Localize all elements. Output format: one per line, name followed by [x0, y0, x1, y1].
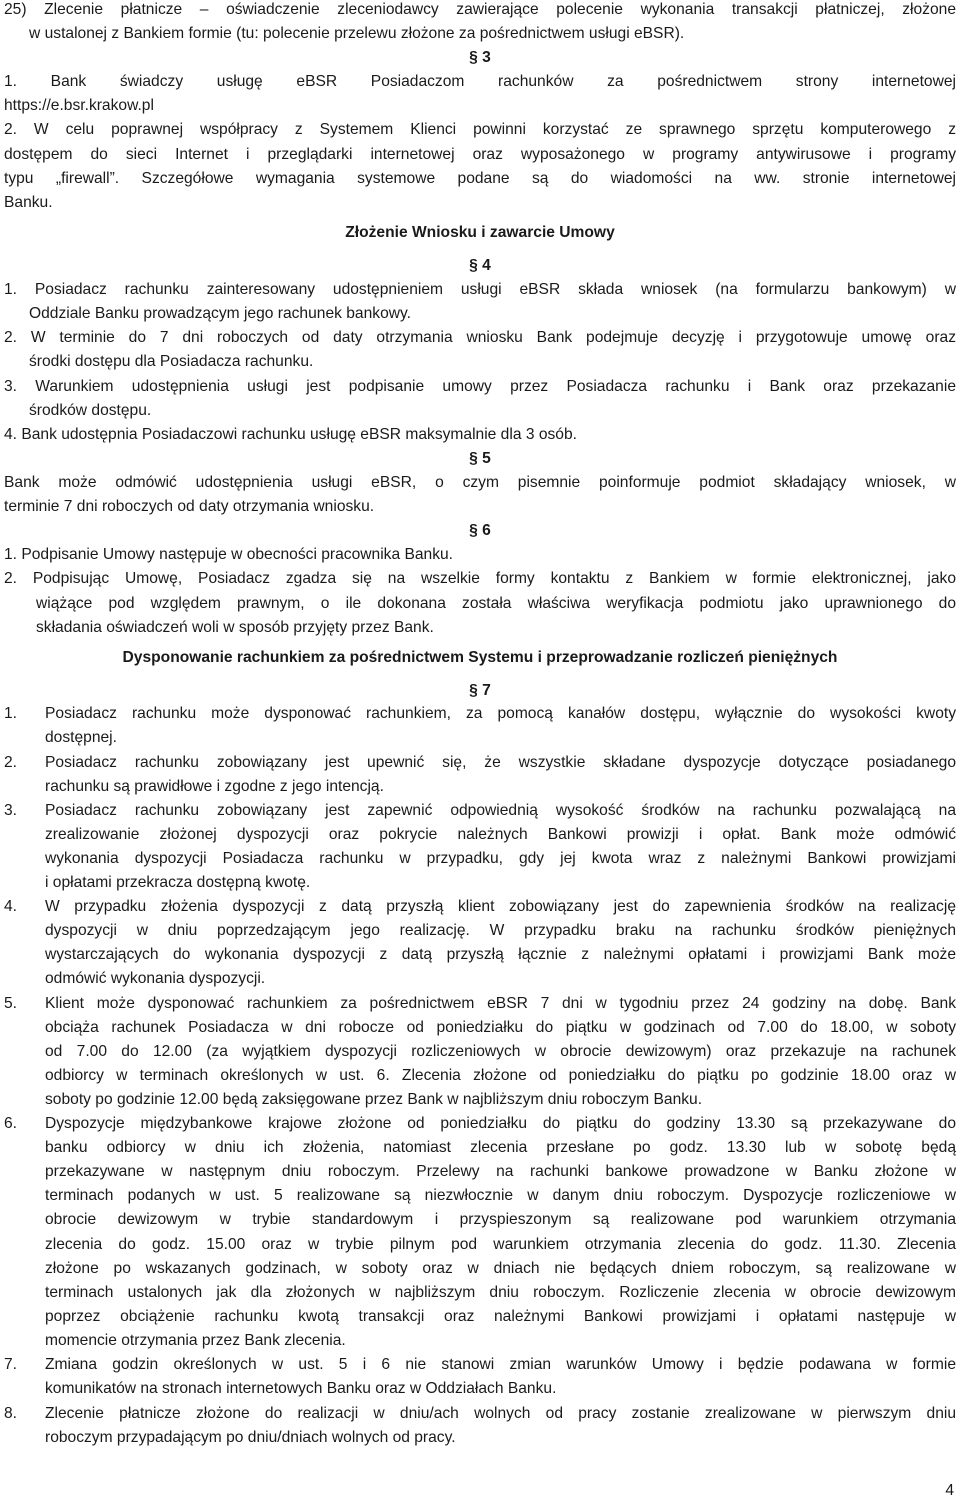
sec7-line: wykonania dyspozycji Posiadacza rachunku w przypadku, gdy jej kwota wraz z należnymi Bankowi prowizjami — [45, 850, 956, 867]
sec4-line: 2. W terminie do 7 dni roboczych od daty otrzymania wniosku Bank podejmuje decyzję i przygotowuje umowę oraz — [4, 329, 956, 346]
sec7-line: terminach ustalonych jak dla złożonych w najbliższym dniu roboczym. Rozliczenie zlecenia w obrocie dewizowym — [45, 1284, 956, 1301]
sec3-p2-line2: dostępem do sieci Internet i przeglądarki internetowej oraz wyposażonego w programy antywirusowe i programy — [4, 146, 956, 163]
sec7-line: soboty po godzinie 12.00 będą zaksięgowane przez Bank w najbliższym dniu roboczym Banku. — [45, 1091, 703, 1108]
sec7-line: Zlecenie płatnicze złożone do realizacji w dniu/ach wolnych od pracy zostanie zrealizowane w pierwszym dniu — [45, 1405, 956, 1422]
sec3-p2-line1: 2. W celu poprawnej współpracy z Systemem Klienci powinni korzystać ze sprawnego sprzętu komputerowego z — [4, 121, 956, 138]
section-3-mark: § 3 — [469, 49, 491, 66]
sec7-line: Posiadacz rachunku zobowiązany jest zapewnić odpowiednią wysokość środków na rachunku pozwalającą na — [45, 802, 956, 819]
item-number: 7. — [4, 1356, 18, 1373]
sec7-line: terminach podanych w ust. 5 realizowane są niezwłocznie w danym dniu roboczym. Dyspozycje rozliczeniowe w — [45, 1187, 956, 1204]
sec4-line: środków dostępu. — [29, 402, 152, 419]
sec4-line: środki dostępu dla Posiadacza rachunku. — [29, 353, 314, 370]
sec7-line: Dyspozycje międzybankowe krajowe złożone od poniedziałku do piątku do godziny 13.30 są przekazywane do — [45, 1115, 956, 1132]
sec7-line: odbiorcy w terminach określonych w ust. 6. Zlecenia złożone od poniedziałku do piątku po godzinie 18.00 oraz w — [45, 1067, 956, 1084]
sec7-line: zlecenia do godz. 15.00 oraz w trybie pilnym pod warunkiem otrzymania zlecenia do godz. 11.30. Zlecenia — [45, 1236, 956, 1253]
sec7-line: obciąża rachunek Posiadacza w dni robocze od poniedziałku do piątku w godzinach od 7.00 do 18.00, w soboty — [45, 1019, 956, 1036]
sec6-line: składania oświadczeń woli w sposób przyjęty przez Bank. — [36, 619, 434, 636]
sec7-line: poprzez obciążenie rachunku kwotą transakcji oraz należnymi Bankowi prowizjami i opłatami następuje w — [45, 1308, 956, 1325]
heading-zlozenie-wniosku: Złożenie Wniosku i zawarcie Umowy — [345, 224, 615, 241]
sec5-line: terminie 7 dni roboczych od daty otrzymania wniosku. — [4, 498, 375, 515]
sec7-line: Posiadacz rachunku zobowiązany jest upewnić się, że wszystkie składane dyspozycje dotyczące posiadanego — [45, 754, 956, 771]
sec7-line: momencie otrzymania przez Bank zlecenia. — [45, 1332, 346, 1349]
sec7-line: od 7.00 do 12.00 (za wyjątkiem dyspozycji rozliczeniowych w obrocie dewizowym) oraz przekazuje na rachunek — [45, 1043, 956, 1060]
sec7-line: dostępnej. — [45, 729, 117, 746]
sec7-line: roboczym przypadającym po dniu/dniach wolnych od pracy. — [45, 1429, 456, 1446]
bank-url: https://e.bsr.krakow.pl — [4, 97, 154, 114]
sec7-line: W przypadku złożenia dyspozycji z datą przyszłą klient zobowiązany jest do zapewnienia środków na realizację — [45, 898, 956, 915]
item-number: 2. — [4, 754, 18, 771]
sec5-line: Bank może odmówić udostępnienia usługi eBSR, o czym pisemnie poinformuje podmiot składający wniosek, w — [4, 474, 956, 491]
sec3-p2-line4: Banku. — [4, 194, 53, 211]
sec6-line: wiążące pod względem prawnym, o ile dokonana została właściwa weryfikacja podmiotu jako uprawnionego do — [36, 595, 956, 612]
item-number: 1. — [4, 705, 18, 722]
sec4-line: Oddziale Banku prowadzącym jego rachunek bankowy. — [29, 305, 411, 322]
item-number: 4. — [4, 898, 18, 915]
sec7-line: Posiadacz rachunku może dysponować rachunkiem, za pomocą kanałów dostępu, wyłącznie do wysokości kwoty — [45, 705, 956, 722]
heading-dysponowanie: Dysponowanie rachunkiem za pośrednictwem Systemu i przeprowadzanie rozliczeń pieniężnych — [122, 649, 838, 666]
item-number: 6. — [4, 1115, 18, 1132]
item-number: 5. — [4, 995, 18, 1012]
sec3-p1-line1: 1. Bank świadczy usługę eBSR Posiadaczom rachunków za pośrednictwem strony internetowej — [4, 73, 956, 90]
section-4-mark: § 4 — [469, 257, 491, 274]
sec7-line: Zmiana godzin określonych w ust. 5 i 6 nie stanowi zmian warunków Umowy i będzie podawana w formie — [45, 1356, 956, 1373]
sec3-p2-line3: typu „firewall”. Szczegółowe wymagania systemowe podane są do wiadomości na ww. stronie internetowej — [4, 170, 956, 187]
section-5-mark: § 5 — [469, 450, 491, 467]
sec7-line: złożone po wskazanych godzinach, w soboty oraz w dniach nie będących dniem roboczym, są realizowane w — [45, 1260, 956, 1277]
sec4-line: 3. Warunkiem udostępnienia usługi jest podpisanie umowy przez Posiadacza rachunku i Bank oraz przekazanie — [4, 378, 956, 395]
sec7-line: i opłatami przekracza dostępną kwotę. — [45, 874, 311, 891]
sec7-line: zrealizowanie złożonej dyspozycji oraz pokrycie należnych Bankowi prowizji i opłat. Bank może odmówić — [45, 826, 956, 843]
sec7-line: obrocie dewizowym w trybie standardowym i przyspieszonym są realizowane pod warunkiem otrzymania — [45, 1211, 956, 1228]
sec7-line: banku odbiorcy w dniu ich złożenia, natomiast zlecenia przesłane po godz. 13.30 lub w sobotę będą — [45, 1139, 956, 1156]
sec7-line: wystarczających do wykonania dyspozycji z datą przyszłą łącznie z należnymi opłatami i prowizjami Bank może — [45, 946, 956, 963]
section-7-mark: § 7 — [469, 682, 491, 699]
sec4-line: 4. Bank udostępnia Posiadaczowi rachunku usługę eBSR maksymalnie dla 3 osób. — [4, 426, 577, 443]
item-number: 3. — [4, 802, 18, 819]
sec7-line: dyspozycji w dniu poprzedzającym jego realizację. W przypadku braku na rachunku środków pieniężnych — [45, 922, 956, 939]
item-25-line-1: 25) Zlecenie płatnicze – oświadczenie zleceniodawcy zawierające polecenie wykonania transakcji płatniczej, złożone — [4, 1, 956, 18]
item-number: 8. — [4, 1405, 18, 1422]
sec6-line: 1. Podpisanie Umowy następuje w obecności pracownika Banku. — [4, 546, 454, 563]
sec7-line: Klient może dysponować rachunkiem za pośrednictwem eBSR 7 dni w tygodniu przez 24 godziny na dobę. Bank — [45, 995, 956, 1012]
sec7-line: odmówić wykonania dyspozycji. — [45, 970, 266, 987]
sec7-line: przekazywane w następnym dniu roboczym. Przelewy na rachunki bankowe prowadzone w Banku złożone w — [45, 1163, 956, 1180]
sec4-line: 1. Posiadacz rachunku zainteresowany udostępnieniem usługi eBSR składa wniosek (na formularzu bankowym) w — [4, 281, 956, 298]
section-6-mark: § 6 — [469, 522, 491, 539]
sec7-line: komunikatów na stronach internetowych Banku oraz w Oddziałach Banku. — [45, 1380, 557, 1397]
page-number: 4 — [945, 1482, 954, 1499]
sec6-line: 2. Podpisując Umowę, Posiadacz zgadza się na wszelkie formy kontaktu z Bankiem w formie elektronicznej, jako — [4, 570, 956, 587]
item-25-line-2: w ustalonej z Bankiem formie (tu: polecenie przelewu złożone za pośrednictwem usługi eBSR). — [29, 25, 685, 42]
sec7-line: rachunku są prawidłowe i zgodne z jego intencją. — [45, 778, 384, 795]
